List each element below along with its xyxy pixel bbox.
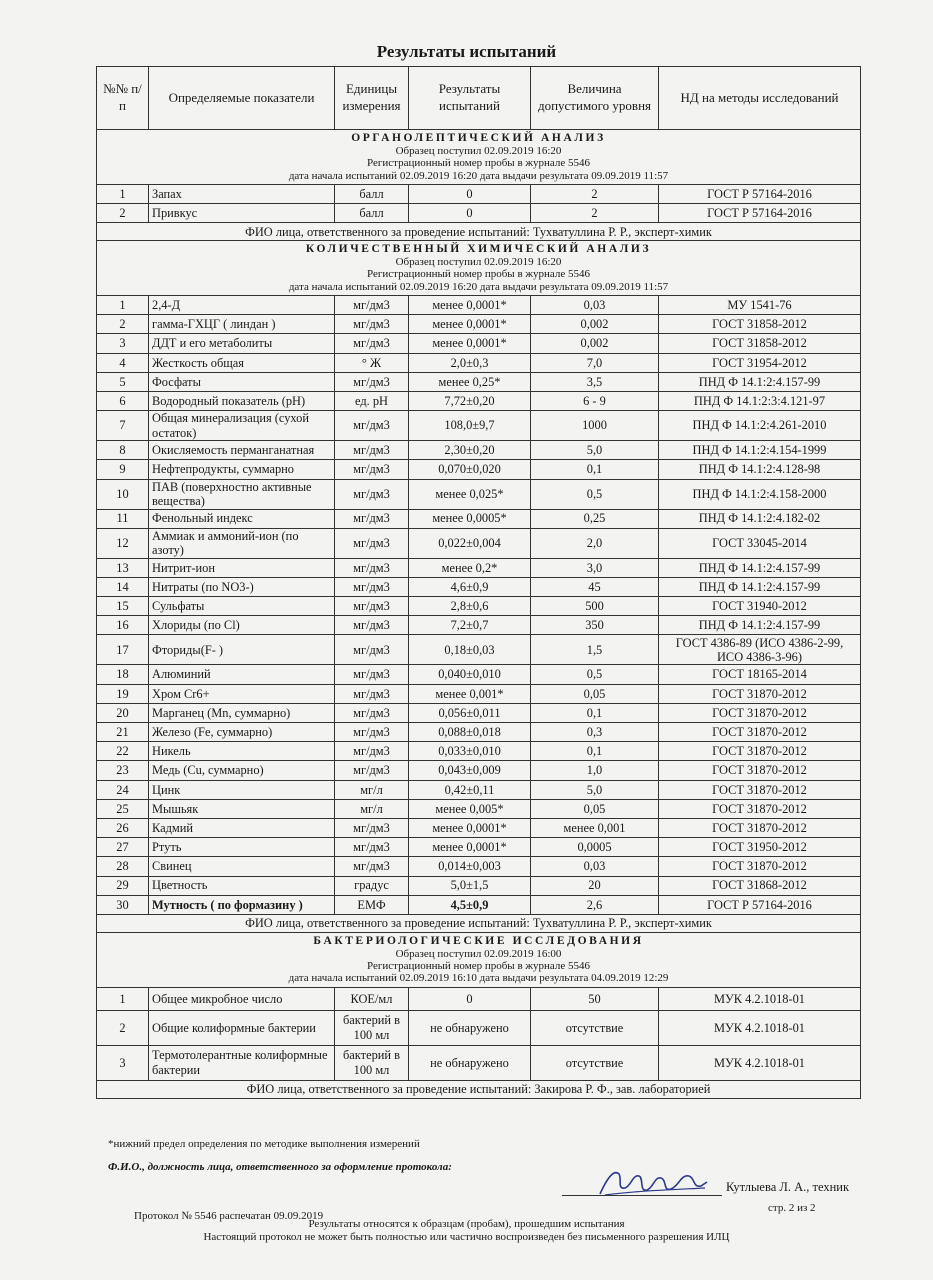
method-document: ПНД Ф 14.1:2:4.128-98: [659, 460, 861, 479]
permissible-level: 2,0: [531, 528, 659, 558]
permissible-level: 3,0: [531, 558, 659, 577]
row-number: 20: [97, 703, 149, 722]
unit: мг/л: [335, 799, 409, 818]
unit: балл: [335, 184, 409, 203]
row-number: 27: [97, 838, 149, 857]
permissible-level: 0,002: [531, 334, 659, 353]
table-row: [97, 742, 861, 761]
section-name: ОРГАНОЛЕПТИЧЕСКИЙ АНАЛИЗ: [351, 132, 606, 144]
indicator-name: Хлориды (по Cl): [149, 616, 335, 635]
permissible-level: 0,05: [531, 684, 659, 703]
results-body: [97, 130, 861, 1099]
row-number: 13: [97, 558, 149, 577]
unit: мг/дм3: [335, 665, 409, 684]
unit: мг/дм3: [335, 616, 409, 635]
table-row: [97, 479, 861, 509]
unit: мг/дм3: [335, 509, 409, 528]
section-name: БАКТЕРИОЛОГИЧЕСКИЕ ИССЛЕДОВАНИЯ: [313, 934, 644, 947]
unit: бактерий в 100 мл: [335, 1045, 409, 1080]
unit: мг/л: [335, 780, 409, 799]
method-document: ГОСТ 31870-2012: [659, 818, 861, 837]
sample-received: Образец поступил 02.09.2019 16:20: [395, 256, 562, 269]
test-result: менее 0,25*: [409, 372, 531, 391]
test-result: 0,040±0,010: [409, 665, 531, 684]
indicator-name: Общие колиформные бактерии: [149, 1010, 335, 1045]
indicator-name: Сульфаты: [149, 597, 335, 616]
test-result: 0,033±0,010: [409, 742, 531, 761]
protocol-print-info: Протокол № 5546 распечатан 09.09.2019: [134, 1210, 324, 1222]
row-number: 11: [97, 509, 149, 528]
permissible-level: 0,1: [531, 703, 659, 722]
section-header-row: [97, 130, 861, 185]
indicator-name: Мутность ( по формазину ): [149, 895, 335, 914]
row-number: 10: [97, 479, 149, 509]
unit: мг/дм3: [335, 597, 409, 616]
row-number: 8: [97, 441, 149, 460]
unit: мг/дм3: [335, 296, 409, 315]
row-number: 7: [97, 411, 149, 441]
permissible-level: 5,0: [531, 780, 659, 799]
unit: градус: [335, 876, 409, 895]
section-header-row: [97, 932, 861, 987]
method-document: ПНД Ф 14.1:2:4.157-99: [659, 558, 861, 577]
indicator-name: Мышьяк: [149, 799, 335, 818]
unit: ° Ж: [335, 353, 409, 372]
test-dates: дата начала испытаний 02.09.2019 16:10 дата выдачи результата 04.09.2019 12:29: [288, 972, 669, 985]
row-number: 23: [97, 761, 149, 780]
test-result: менее 0,2*: [409, 558, 531, 577]
method-document: ГОСТ 31954-2012: [659, 353, 861, 372]
indicator-name: Цинк: [149, 780, 335, 799]
method-document: ГОСТ Р 57164-2016: [659, 184, 861, 203]
method-document: ГОСТ 31870-2012: [659, 684, 861, 703]
permissible-level: 0,0005: [531, 838, 659, 857]
permissible-level: 7,0: [531, 353, 659, 372]
signature-line: [562, 1195, 722, 1196]
method-document: ГОСТ 4386-89 (ИСО 4386-2-99, ИСО 4386-3-96): [659, 635, 861, 665]
row-number: 14: [97, 577, 149, 596]
permissible-level: 0,03: [531, 296, 659, 315]
indicator-name: Окисляемость перманганатная: [149, 441, 335, 460]
permissible-level: 0,5: [531, 665, 659, 684]
table-header-row: [97, 67, 861, 130]
row-number: 25: [97, 799, 149, 818]
indicator-name: Термотолерантные колиформные бактерии: [149, 1045, 335, 1080]
table-row: [97, 818, 861, 837]
permissible-level: 1000: [531, 411, 659, 441]
test-result: не обнаружено: [409, 1045, 531, 1080]
test-result: не обнаружено: [409, 1010, 531, 1045]
unit: ЕМФ: [335, 895, 409, 914]
row-number: 6: [97, 391, 149, 410]
table-row: [97, 799, 861, 818]
test-result: менее 0,0001*: [409, 838, 531, 857]
row-number: 26: [97, 818, 149, 837]
indicator-name: Никель: [149, 742, 335, 761]
method-document: МУК 4.2.1018-01: [659, 1010, 861, 1045]
unit: бактерий в 100 мл: [335, 1010, 409, 1045]
row-number: 3: [97, 334, 149, 353]
table-row: [97, 334, 861, 353]
permissible-level: 3,5: [531, 372, 659, 391]
unit: КОЕ/мл: [335, 987, 409, 1010]
test-result: 0,043±0,009: [409, 761, 531, 780]
indicator-name: Нефтепродукты, суммарно: [149, 460, 335, 479]
indicator-name: Привкус: [149, 204, 335, 223]
unit: мг/дм3: [335, 460, 409, 479]
row-number: 2: [97, 315, 149, 334]
indicator-name: Марганец (Mn, суммарно): [149, 703, 335, 722]
unit: мг/дм3: [335, 857, 409, 876]
signer-name: Кутлыева Л. А., техник: [726, 1180, 850, 1194]
table-row: [97, 876, 861, 895]
indicator-name: Цветность: [149, 876, 335, 895]
test-result: 0,42±0,11: [409, 780, 531, 799]
permissible-level: 1,0: [531, 761, 659, 780]
test-result: 5,0±1,5: [409, 876, 531, 895]
section-header: [97, 241, 861, 296]
table-row: [97, 723, 861, 742]
unit: мг/дм3: [335, 441, 409, 460]
section-header: [97, 130, 861, 185]
indicator-name: Аммиак и аммоний-ион (по азоту): [149, 528, 335, 558]
method-document: ГОСТ 31870-2012: [659, 799, 861, 818]
method-document: ГОСТ 31870-2012: [659, 703, 861, 722]
table-row: [97, 597, 861, 616]
table-row: [97, 780, 861, 799]
row-number: 18: [97, 665, 149, 684]
row-number: 2: [97, 1010, 149, 1045]
unit: балл: [335, 204, 409, 223]
disclaimer-results: Результаты относятся к образцам (пробам), прошедшим испытания: [308, 1218, 625, 1230]
table-row: [97, 391, 861, 410]
indicator-name: ПАВ (поверхностно активные вещества): [149, 479, 335, 509]
permissible-level: 2: [531, 184, 659, 203]
header-num: №№ п/п: [97, 67, 149, 130]
method-document: ГОСТ 31870-2012: [659, 780, 861, 799]
header-param: Определяемые показатели: [149, 67, 335, 130]
method-document: ГОСТ 31870-2012: [659, 742, 861, 761]
test-result: 2,0±0,3: [409, 353, 531, 372]
method-document: ГОСТ Р 57164-2016: [659, 204, 861, 223]
method-document: ПНД Ф 14.1:2:4.157-99: [659, 616, 861, 635]
indicator-name: Водородный показатель (рН): [149, 391, 335, 410]
permissible-level: менее 0,001: [531, 818, 659, 837]
permissible-level: 0,3: [531, 723, 659, 742]
method-document: ПНД Ф 14.1:2:4.261-2010: [659, 411, 861, 441]
method-document: ПНД Ф 14.1:2:3:4.121-97: [659, 391, 861, 410]
test-result: 7,2±0,7: [409, 616, 531, 635]
permissible-level: 0,25: [531, 509, 659, 528]
permissible-level: отсутствие: [531, 1010, 659, 1045]
test-result: 0: [409, 204, 531, 223]
indicator-name: ДДТ и его метаболиты: [149, 334, 335, 353]
responsible-label: Ф.И.О., должность лица, ответственного за оформление протокола:: [108, 1161, 452, 1173]
permissible-level: 0,03: [531, 857, 659, 876]
header-doc: НД на методы исследований: [659, 67, 861, 130]
disclaimer-reproduction: Настоящий протокол не может быть полностью или частично воспроизведен без письменного разрешения ИЛЦ: [203, 1231, 730, 1243]
test-dates: дата начала испытаний 02.09.2019 16:20 дата выдачи результата 09.09.2019 11:57: [288, 280, 669, 293]
indicator-name: Ртуть: [149, 838, 335, 857]
unit: мг/дм3: [335, 761, 409, 780]
unit: мг/дм3: [335, 684, 409, 703]
section-name: КОЛИЧЕСТВЕННЫЙ ХИМИЧЕСКИЙ АНАЛИЗ: [305, 243, 652, 256]
test-result: 0: [409, 184, 531, 203]
test-result: 0,18±0,03: [409, 635, 531, 665]
row-number: 22: [97, 742, 149, 761]
permissible-level: 20: [531, 876, 659, 895]
permissible-level: 1,5: [531, 635, 659, 665]
test-result: 0,070±0,020: [409, 460, 531, 479]
method-document: МУК 4.2.1018-01: [659, 987, 861, 1010]
table-row: [97, 684, 861, 703]
row-number: 17: [97, 635, 149, 665]
method-document: ГОСТ 31868-2012: [659, 876, 861, 895]
responsible-row: [97, 1080, 861, 1098]
indicator-name: 2,4-Д: [149, 296, 335, 315]
test-result: менее 0,0001*: [409, 334, 531, 353]
row-number: 28: [97, 857, 149, 876]
unit: мг/дм3: [335, 528, 409, 558]
unit: мг/дм3: [335, 577, 409, 596]
indicator-name: Запах: [149, 184, 335, 203]
responsible-row: [97, 223, 861, 241]
section-header-row: [97, 241, 861, 296]
test-result: 108,0±9,7: [409, 411, 531, 441]
method-document: ГОСТ 31870-2012: [659, 761, 861, 780]
unit: мг/дм3: [335, 838, 409, 857]
indicator-name: Железо (Fe, суммарно): [149, 723, 335, 742]
unit: ед. рН: [335, 391, 409, 410]
table-row: [97, 315, 861, 334]
table-row: [97, 1010, 861, 1045]
row-number: 15: [97, 597, 149, 616]
permissible-level: 350: [531, 616, 659, 635]
page-title: Результаты испытаний: [376, 42, 557, 61]
row-number: 4: [97, 353, 149, 372]
test-result: менее 0,025*: [409, 479, 531, 509]
test-result: 2,30±0,20: [409, 441, 531, 460]
table-row: [97, 441, 861, 460]
header-result: Результаты испытаний: [409, 67, 531, 130]
row-number: 19: [97, 684, 149, 703]
row-number: 24: [97, 780, 149, 799]
unit: мг/дм3: [335, 742, 409, 761]
table-row: [97, 616, 861, 635]
indicator-name: Общая минерализация (сухой остаток): [149, 411, 335, 441]
test-result: 0,022±0,004: [409, 528, 531, 558]
method-document: ГОСТ 18165-2014: [659, 665, 861, 684]
row-number: 21: [97, 723, 149, 742]
indicator-name: Фосфаты: [149, 372, 335, 391]
table-row: [97, 558, 861, 577]
table-row: [97, 460, 861, 479]
method-document: ПНД Ф 14.1:2:4.157-99: [659, 577, 861, 596]
test-result: менее 0,0001*: [409, 818, 531, 837]
method-document: ГОСТ 31870-2012: [659, 723, 861, 742]
indicator-name: Нитрит-ион: [149, 558, 335, 577]
table-row: [97, 761, 861, 780]
registration-number: Регистрационный номер пробы в журнале 5546: [367, 157, 590, 170]
table-row: [97, 838, 861, 857]
indicator-name: Свинец: [149, 857, 335, 876]
indicator-name: Жесткость общая: [149, 353, 335, 372]
permissible-level: 45: [531, 577, 659, 596]
responsible-row: [97, 914, 861, 932]
row-number: 9: [97, 460, 149, 479]
method-document: ПНД Ф 14.1:2:4.182-02: [659, 509, 861, 528]
table-row: [97, 987, 861, 1010]
method-document: ГОСТ 31870-2012: [659, 857, 861, 876]
table-row: [97, 204, 861, 223]
sample-received: Образец поступил 02.09.2019 16:20: [395, 144, 562, 157]
row-number: 29: [97, 876, 149, 895]
test-result: менее 0,0001*: [409, 296, 531, 315]
indicator-name: Нитраты (по NO3-): [149, 577, 335, 596]
test-result: менее 0,0005*: [409, 509, 531, 528]
permissible-level: 0,5: [531, 479, 659, 509]
method-document: ГОСТ 31950-2012: [659, 838, 861, 857]
indicator-name: гамма-ГХЦГ ( линдан ): [149, 315, 335, 334]
indicator-name: Фенольный индекс: [149, 509, 335, 528]
row-number: 30: [97, 895, 149, 914]
responsible-person: ФИО лица, ответственного за проведение испытаний: Тухватуллина Р. Р., эксперт-химик: [97, 223, 861, 241]
test-result: менее 0,0001*: [409, 315, 531, 334]
row-number: 5: [97, 372, 149, 391]
row-number: 2: [97, 204, 149, 223]
permissible-level: 0,002: [531, 315, 659, 334]
row-number: 16: [97, 616, 149, 635]
results-table: [96, 66, 861, 1099]
indicator-name: Медь (Cu, суммарно): [149, 761, 335, 780]
table-row: [97, 895, 861, 914]
method-document: ПНД Ф 14.1:2:4.158-2000: [659, 479, 861, 509]
row-number: 12: [97, 528, 149, 558]
method-document: ГОСТ Р 57164-2016: [659, 895, 861, 914]
method-document: МУК 4.2.1018-01: [659, 1045, 861, 1080]
method-document: ПНД Ф 14.1:2:4.154-1999: [659, 441, 861, 460]
test-result: 0,056±0,011: [409, 703, 531, 722]
table-row: [97, 411, 861, 441]
test-result: менее 0,001*: [409, 684, 531, 703]
permissible-level: 0,1: [531, 742, 659, 761]
method-document: ГОСТ 31858-2012: [659, 334, 861, 353]
indicator-name: Хром Cr6+: [149, 684, 335, 703]
table-row: [97, 353, 861, 372]
method-document: ГОСТ 33045-2014: [659, 528, 861, 558]
unit: мг/дм3: [335, 818, 409, 837]
table-row: [97, 857, 861, 876]
page-number: стр. 2 из 2: [768, 1202, 816, 1214]
method-document: МУ 1541-76: [659, 296, 861, 315]
responsible-person: ФИО лица, ответственного за проведение испытаний: Закирова Р. Ф., зав. лабораторией: [97, 1080, 861, 1098]
table-row: [97, 577, 861, 596]
permissible-level: 2,6: [531, 895, 659, 914]
row-number: 1: [97, 987, 149, 1010]
unit: мг/дм3: [335, 635, 409, 665]
unit: мг/дм3: [335, 334, 409, 353]
permissible-level: 5,0: [531, 441, 659, 460]
header-unit: Единицы измерения: [335, 67, 409, 130]
table-row: [97, 1045, 861, 1080]
table-row: [97, 635, 861, 665]
registration-number: Регистрационный номер пробы в журнале 5546: [367, 268, 590, 281]
test-result: 0,088±0,018: [409, 723, 531, 742]
responsible-person: ФИО лица, ответственного за проведение испытаний: Тухватуллина Р. Р., эксперт-химик: [97, 914, 861, 932]
indicator-name: Кадмий: [149, 818, 335, 837]
unit: мг/дм3: [335, 703, 409, 722]
test-result: 7,72±0,20: [409, 391, 531, 410]
permissible-level: отсутствие: [531, 1045, 659, 1080]
unit: мг/дм3: [335, 411, 409, 441]
table-row: [97, 296, 861, 315]
permissible-level: 2: [531, 204, 659, 223]
registration-number: Регистрационный номер пробы в журнале 5546: [367, 960, 590, 973]
unit: мг/дм3: [335, 315, 409, 334]
method-document: ГОСТ 31940-2012: [659, 597, 861, 616]
row-number: 3: [97, 1045, 149, 1080]
method-document: ПНД Ф 14.1:2:4.157-99: [659, 372, 861, 391]
indicator-name: Фториды(F- ): [149, 635, 335, 665]
row-number: 1: [97, 296, 149, 315]
table-row: [97, 509, 861, 528]
row-number: 1: [97, 184, 149, 203]
test-result: менее 0,005*: [409, 799, 531, 818]
permissible-level: 50: [531, 987, 659, 1010]
permissible-level: 0,1: [531, 460, 659, 479]
unit: мг/дм3: [335, 558, 409, 577]
test-result: 4,5±0,9: [409, 895, 531, 914]
test-dates: дата начала испытаний 02.09.2019 16:20 дата выдачи результата 09.09.2019 11:57: [288, 169, 669, 182]
unit: мг/дм3: [335, 479, 409, 509]
footnote: *нижний предел определения по методике выполнения измерений: [108, 1138, 420, 1150]
table-row: [97, 703, 861, 722]
table-row: [97, 184, 861, 203]
table-row: [97, 665, 861, 684]
test-result: 0,014±0,003: [409, 857, 531, 876]
handwritten-signature: [595, 1164, 710, 1204]
indicator-name: Общее микробное число: [149, 987, 335, 1010]
sample-received: Образец поступил 02.09.2019 16:00: [395, 947, 562, 960]
permissible-level: 0,05: [531, 799, 659, 818]
permissible-level: 6 - 9: [531, 391, 659, 410]
header-limit: Величина допустимого уровня: [531, 67, 659, 130]
unit: мг/дм3: [335, 723, 409, 742]
table-row: [97, 372, 861, 391]
test-result: 4,6±0,9: [409, 577, 531, 596]
section-header: [97, 932, 861, 987]
method-document: ГОСТ 31858-2012: [659, 315, 861, 334]
permissible-level: 500: [531, 597, 659, 616]
unit: мг/дм3: [335, 372, 409, 391]
table-row: [97, 528, 861, 558]
indicator-name: Алюминий: [149, 665, 335, 684]
test-result: 0: [409, 987, 531, 1010]
test-result: 2,8±0,6: [409, 597, 531, 616]
